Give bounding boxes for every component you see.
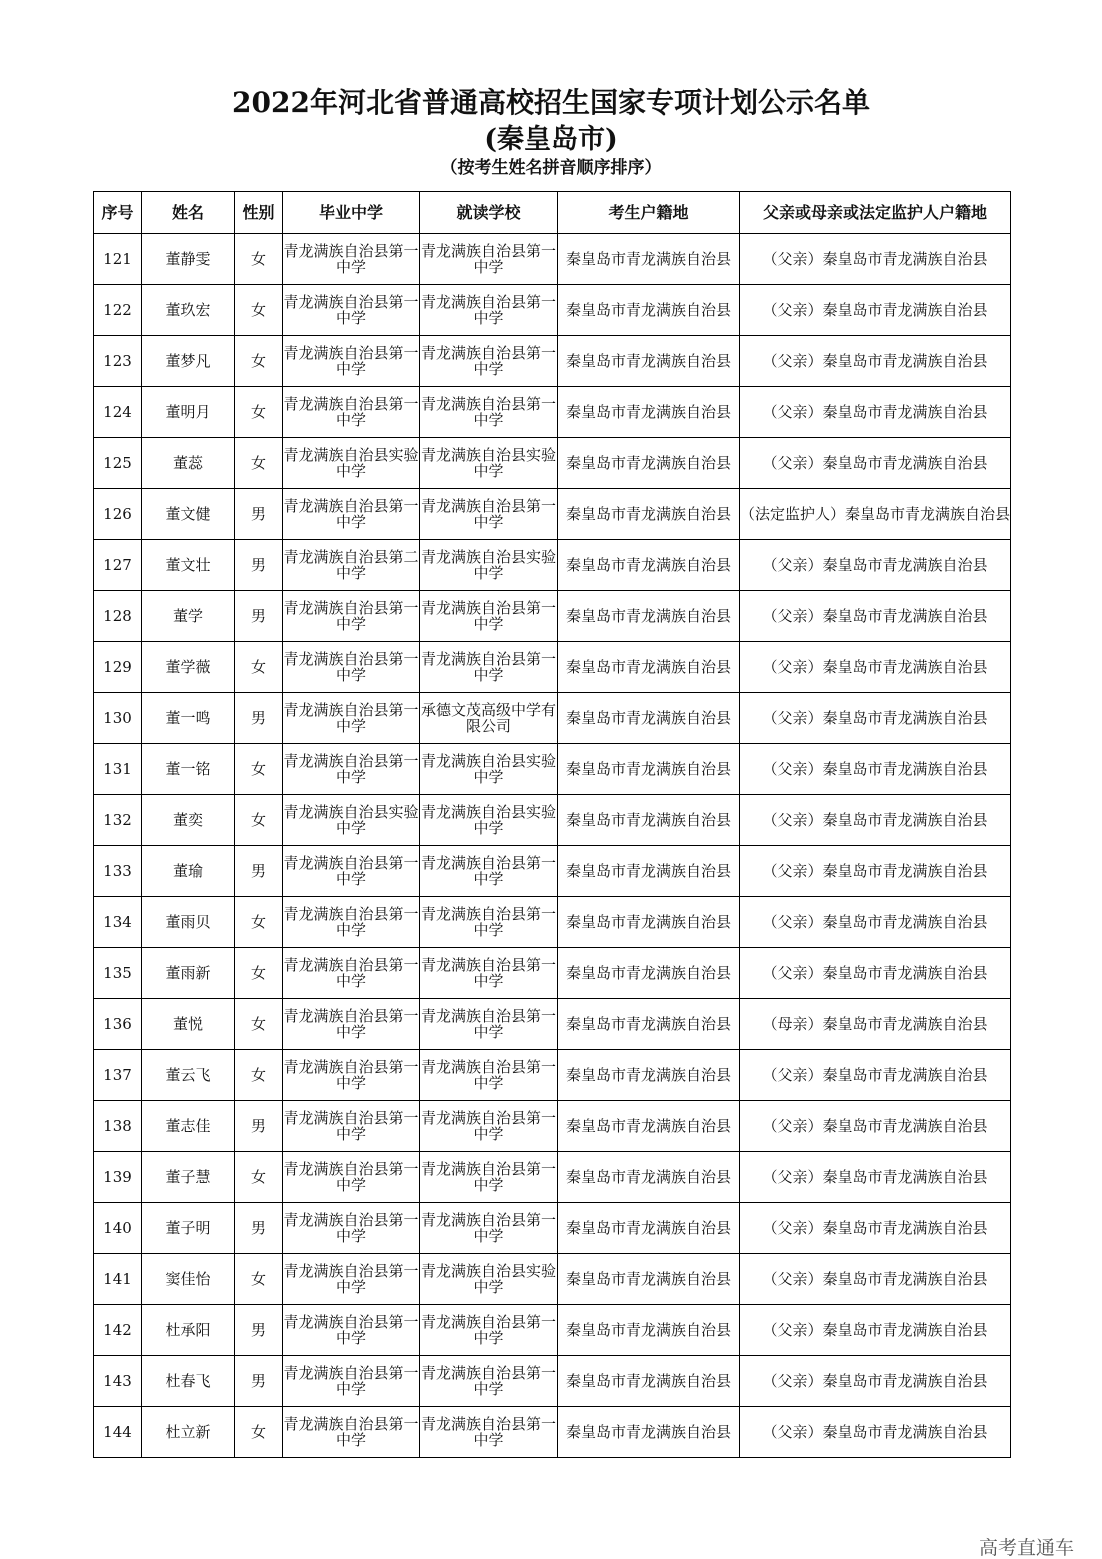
student-hukou-cell: 秦皇岛市青龙满族自治县 bbox=[558, 693, 740, 744]
grad-school-cell: 青龙满族自治县第一中学 bbox=[283, 1101, 420, 1152]
table-row bbox=[94, 489, 1011, 540]
name-cell: 董静雯 bbox=[142, 234, 235, 285]
gender-cell: 男 bbox=[235, 591, 283, 642]
table-row bbox=[94, 1152, 1011, 1203]
student-hukou-cell: 秦皇岛市青龙满族自治县 bbox=[558, 234, 740, 285]
student-hukou-cell: 秦皇岛市青龙满族自治县 bbox=[558, 285, 740, 336]
seq-cell: 121 bbox=[94, 234, 142, 285]
student-hukou-cell: 秦皇岛市青龙满族自治县 bbox=[558, 1305, 740, 1356]
parent-hukou-cell: （父亲）秦皇岛市青龙满族自治县 bbox=[740, 1254, 1011, 1305]
current-school-cell: 青龙满族自治县第一中学 bbox=[420, 1101, 558, 1152]
student-hukou-cell: 秦皇岛市青龙满族自治县 bbox=[558, 387, 740, 438]
grad-school-cell: 青龙满族自治县第一中学 bbox=[283, 489, 420, 540]
student-hukou-cell: 秦皇岛市青龙满族自治县 bbox=[558, 1101, 740, 1152]
grad-school-cell: 青龙满族自治县第一中学 bbox=[283, 1050, 420, 1101]
seq-cell: 122 bbox=[94, 285, 142, 336]
current-school-cell: 青龙满族自治县第一中学 bbox=[420, 948, 558, 999]
current-school-cell: 青龙满族自治县第一中学 bbox=[420, 846, 558, 897]
current-school-cell: 青龙满族自治县实验中学 bbox=[420, 438, 558, 489]
current-school-cell: 青龙满族自治县第一中学 bbox=[420, 234, 558, 285]
current-school-cell: 青龙满族自治县第一中学 bbox=[420, 999, 558, 1050]
current-school-cell: 青龙满族自治县实验中学 bbox=[420, 540, 558, 591]
parent-hukou-cell: （父亲）秦皇岛市青龙满族自治县 bbox=[740, 948, 1011, 999]
table-row bbox=[94, 999, 1011, 1050]
name-cell: 董云飞 bbox=[142, 1050, 235, 1101]
name-cell: 董雨贝 bbox=[142, 897, 235, 948]
student-hukou-cell: 秦皇岛市青龙满族自治县 bbox=[558, 1254, 740, 1305]
grad-school-cell: 青龙满族自治县第一中学 bbox=[283, 285, 420, 336]
grad-school-cell: 青龙满族自治县第一中学 bbox=[283, 234, 420, 285]
table-row bbox=[94, 387, 1011, 438]
table-row bbox=[94, 1407, 1011, 1458]
current-school-cell: 青龙满族自治县第一中学 bbox=[420, 591, 558, 642]
seq-cell: 143 bbox=[94, 1356, 142, 1407]
seq-cell: 139 bbox=[94, 1152, 142, 1203]
gender-cell: 女 bbox=[235, 1407, 283, 1458]
grad-school-cell: 青龙满族自治县第一中学 bbox=[283, 693, 420, 744]
table-row bbox=[94, 540, 1011, 591]
parent-hukou-cell: （父亲）秦皇岛市青龙满族自治县 bbox=[740, 1101, 1011, 1152]
seq-cell: 126 bbox=[94, 489, 142, 540]
table-row bbox=[94, 1305, 1011, 1356]
name-cell: 董明月 bbox=[142, 387, 235, 438]
student-hukou-cell: 秦皇岛市青龙满族自治县 bbox=[558, 846, 740, 897]
grad-school-cell: 青龙满族自治县第一中学 bbox=[283, 1152, 420, 1203]
page-title: 2022年河北省普通高校招生国家专项计划公示名单 bbox=[232, 86, 870, 119]
name-cell: 董一铭 bbox=[142, 744, 235, 795]
parent-hukou-cell: （父亲）秦皇岛市青龙满族自治县 bbox=[740, 1050, 1011, 1101]
seq-cell: 127 bbox=[94, 540, 142, 591]
parent-hukou-cell: （父亲）秦皇岛市青龙满族自治县 bbox=[740, 846, 1011, 897]
gender-cell: 女 bbox=[235, 438, 283, 489]
gender-cell: 女 bbox=[235, 1050, 283, 1101]
name-cell: 董学薇 bbox=[142, 642, 235, 693]
watermark: 高考直通车 bbox=[978, 1537, 1074, 1559]
seq-cell: 138 bbox=[94, 1101, 142, 1152]
grad-school-cell: 青龙满族自治县第一中学 bbox=[283, 1407, 420, 1458]
gender-cell: 男 bbox=[235, 1101, 283, 1152]
current-school-cell: 青龙满族自治县第一中学 bbox=[420, 1305, 558, 1356]
name-cell: 董玖宏 bbox=[142, 285, 235, 336]
parent-hukou-cell: （父亲）秦皇岛市青龙满族自治县 bbox=[740, 336, 1011, 387]
current-school-cell: 青龙满族自治县第一中学 bbox=[420, 1050, 558, 1101]
gender-cell: 男 bbox=[235, 1305, 283, 1356]
current-school-cell: 青龙满族自治县第一中学 bbox=[420, 642, 558, 693]
grad-school-cell: 青龙满族自治县第一中学 bbox=[283, 948, 420, 999]
student-hukou-cell: 秦皇岛市青龙满族自治县 bbox=[558, 1203, 740, 1254]
parent-hukou-cell: （父亲）秦皇岛市青龙满族自治县 bbox=[740, 642, 1011, 693]
header-col-grad-school: 毕业中学 bbox=[283, 192, 420, 234]
gender-cell: 女 bbox=[235, 999, 283, 1050]
seq-cell: 125 bbox=[94, 438, 142, 489]
roster-table bbox=[93, 191, 1011, 1458]
gender-cell: 女 bbox=[235, 1152, 283, 1203]
parent-hukou-cell: （法定监护人）秦皇岛市青龙满族自治县 bbox=[740, 489, 1011, 540]
table-row bbox=[94, 693, 1011, 744]
table-row bbox=[94, 1050, 1011, 1101]
current-school-cell: 青龙满族自治县第一中学 bbox=[420, 1356, 558, 1407]
table-row bbox=[94, 438, 1011, 489]
gender-cell: 男 bbox=[235, 1356, 283, 1407]
name-cell: 董一鸣 bbox=[142, 693, 235, 744]
current-school-cell: 承德文茂高级中学有限公司 bbox=[420, 693, 558, 744]
name-cell: 杜春飞 bbox=[142, 1356, 235, 1407]
gender-cell: 女 bbox=[235, 285, 283, 336]
seq-cell: 141 bbox=[94, 1254, 142, 1305]
name-cell: 董子慧 bbox=[142, 1152, 235, 1203]
grad-school-cell: 青龙满族自治县第一中学 bbox=[283, 1356, 420, 1407]
grad-school-cell: 青龙满族自治县第二中学 bbox=[283, 540, 420, 591]
table-row bbox=[94, 744, 1011, 795]
current-school-cell: 青龙满族自治县第一中学 bbox=[420, 489, 558, 540]
gender-cell: 男 bbox=[235, 846, 283, 897]
gender-cell: 女 bbox=[235, 387, 283, 438]
student-hukou-cell: 秦皇岛市青龙满族自治县 bbox=[558, 642, 740, 693]
table-row bbox=[94, 642, 1011, 693]
student-hukou-cell: 秦皇岛市青龙满族自治县 bbox=[558, 1356, 740, 1407]
seq-cell: 124 bbox=[94, 387, 142, 438]
name-cell: 董雨新 bbox=[142, 948, 235, 999]
seq-cell: 128 bbox=[94, 591, 142, 642]
name-cell: 董文壮 bbox=[142, 540, 235, 591]
student-hukou-cell: 秦皇岛市青龙满族自治县 bbox=[558, 897, 740, 948]
table-row bbox=[94, 846, 1011, 897]
name-cell: 杜立新 bbox=[142, 1407, 235, 1458]
parent-hukou-cell: （父亲）秦皇岛市青龙满族自治县 bbox=[740, 387, 1011, 438]
page-subtitle: (秦皇岛市) bbox=[484, 124, 618, 155]
grad-school-cell: 青龙满族自治县第一中学 bbox=[283, 744, 420, 795]
student-hukou-cell: 秦皇岛市青龙满族自治县 bbox=[558, 948, 740, 999]
table-row bbox=[94, 1356, 1011, 1407]
grad-school-cell: 青龙满族自治县第一中学 bbox=[283, 1203, 420, 1254]
gender-cell: 男 bbox=[235, 489, 283, 540]
table-row bbox=[94, 795, 1011, 846]
current-school-cell: 青龙满族自治县第一中学 bbox=[420, 285, 558, 336]
table-row bbox=[94, 336, 1011, 387]
name-cell: 董文健 bbox=[142, 489, 235, 540]
grad-school-cell: 青龙满族自治县第一中学 bbox=[283, 999, 420, 1050]
student-hukou-cell: 秦皇岛市青龙满族自治县 bbox=[558, 1152, 740, 1203]
student-hukou-cell: 秦皇岛市青龙满族自治县 bbox=[558, 591, 740, 642]
header-col-gender: 性别 bbox=[235, 192, 283, 234]
current-school-cell: 青龙满族自治县第一中学 bbox=[420, 387, 558, 438]
name-cell: 董蕊 bbox=[142, 438, 235, 489]
student-hukou-cell: 秦皇岛市青龙满族自治县 bbox=[558, 336, 740, 387]
seq-cell: 131 bbox=[94, 744, 142, 795]
header-col-seq: 序号 bbox=[94, 192, 142, 234]
table-row bbox=[94, 234, 1011, 285]
student-hukou-cell: 秦皇岛市青龙满族自治县 bbox=[558, 999, 740, 1050]
table-row bbox=[94, 948, 1011, 999]
name-cell: 窦佳怡 bbox=[142, 1254, 235, 1305]
parent-hukou-cell: （父亲）秦皇岛市青龙满族自治县 bbox=[740, 1152, 1011, 1203]
header-row bbox=[94, 192, 1011, 234]
parent-hukou-cell: （父亲）秦皇岛市青龙满族自治县 bbox=[740, 795, 1011, 846]
seq-cell: 134 bbox=[94, 897, 142, 948]
gender-cell: 女 bbox=[235, 1254, 283, 1305]
grad-school-cell: 青龙满族自治县第一中学 bbox=[283, 1305, 420, 1356]
student-hukou-cell: 秦皇岛市青龙满族自治县 bbox=[558, 744, 740, 795]
table-row bbox=[94, 285, 1011, 336]
gender-cell: 男 bbox=[235, 1203, 283, 1254]
sort-note: （按考生姓名拼音顺序排序） bbox=[440, 158, 662, 178]
seq-cell: 136 bbox=[94, 999, 142, 1050]
grad-school-cell: 青龙满族自治县第一中学 bbox=[283, 897, 420, 948]
student-hukou-cell: 秦皇岛市青龙满族自治县 bbox=[558, 1407, 740, 1458]
seq-cell: 144 bbox=[94, 1407, 142, 1458]
grad-school-cell: 青龙满族自治县第一中学 bbox=[283, 642, 420, 693]
seq-cell: 132 bbox=[94, 795, 142, 846]
name-cell: 董奕 bbox=[142, 795, 235, 846]
grad-school-cell: 青龙满族自治县第一中学 bbox=[283, 591, 420, 642]
name-cell: 董子明 bbox=[142, 1203, 235, 1254]
current-school-cell: 青龙满族自治县实验中学 bbox=[420, 795, 558, 846]
gender-cell: 女 bbox=[235, 234, 283, 285]
table-row bbox=[94, 897, 1011, 948]
current-school-cell: 青龙满族自治县实验中学 bbox=[420, 744, 558, 795]
current-school-cell: 青龙满族自治县第一中学 bbox=[420, 897, 558, 948]
student-hukou-cell: 秦皇岛市青龙满族自治县 bbox=[558, 438, 740, 489]
parent-hukou-cell: （父亲）秦皇岛市青龙满族自治县 bbox=[740, 897, 1011, 948]
header-col-student-hukou: 考生户籍地 bbox=[558, 192, 740, 234]
gender-cell: 女 bbox=[235, 642, 283, 693]
parent-hukou-cell: （父亲）秦皇岛市青龙满族自治县 bbox=[740, 1305, 1011, 1356]
parent-hukou-cell: （父亲）秦皇岛市青龙满族自治县 bbox=[740, 1203, 1011, 1254]
seq-cell: 129 bbox=[94, 642, 142, 693]
name-cell: 董志佳 bbox=[142, 1101, 235, 1152]
grad-school-cell: 青龙满族自治县实验中学 bbox=[283, 795, 420, 846]
table-row bbox=[94, 591, 1011, 642]
parent-hukou-cell: （父亲）秦皇岛市青龙满族自治县 bbox=[740, 744, 1011, 795]
header-col-parent-hukou: 父亲或母亲或法定监护人户籍地 bbox=[740, 192, 1011, 234]
header-col-current-school: 就读学校 bbox=[420, 192, 558, 234]
name-cell: 董梦凡 bbox=[142, 336, 235, 387]
name-cell: 董悦 bbox=[142, 999, 235, 1050]
seq-cell: 137 bbox=[94, 1050, 142, 1101]
gender-cell: 女 bbox=[235, 336, 283, 387]
current-school-cell: 青龙满族自治县第一中学 bbox=[420, 1152, 558, 1203]
parent-hukou-cell: （父亲）秦皇岛市青龙满族自治县 bbox=[740, 693, 1011, 744]
parent-hukou-cell: （父亲）秦皇岛市青龙满族自治县 bbox=[740, 285, 1011, 336]
parent-hukou-cell: （父亲）秦皇岛市青龙满族自治县 bbox=[740, 438, 1011, 489]
grad-school-cell: 青龙满族自治县第一中学 bbox=[283, 336, 420, 387]
student-hukou-cell: 秦皇岛市青龙满族自治县 bbox=[558, 795, 740, 846]
seq-cell: 133 bbox=[94, 846, 142, 897]
table-row bbox=[94, 1203, 1011, 1254]
current-school-cell: 青龙满族自治县实验中学 bbox=[420, 1254, 558, 1305]
gender-cell: 女 bbox=[235, 744, 283, 795]
name-cell: 董瑜 bbox=[142, 846, 235, 897]
gender-cell: 女 bbox=[235, 897, 283, 948]
seq-cell: 135 bbox=[94, 948, 142, 999]
parent-hukou-cell: （父亲）秦皇岛市青龙满族自治县 bbox=[740, 1356, 1011, 1407]
seq-cell: 123 bbox=[94, 336, 142, 387]
parent-hukou-cell: （母亲）秦皇岛市青龙满族自治县 bbox=[740, 999, 1011, 1050]
current-school-cell: 青龙满族自治县第一中学 bbox=[420, 1407, 558, 1458]
parent-hukou-cell: （父亲）秦皇岛市青龙满族自治县 bbox=[740, 234, 1011, 285]
table-row bbox=[94, 1101, 1011, 1152]
header-col-name: 姓名 bbox=[142, 192, 235, 234]
parent-hukou-cell: （父亲）秦皇岛市青龙满族自治县 bbox=[740, 540, 1011, 591]
current-school-cell: 青龙满族自治县第一中学 bbox=[420, 336, 558, 387]
name-cell: 董学 bbox=[142, 591, 235, 642]
seq-cell: 140 bbox=[94, 1203, 142, 1254]
table-row bbox=[94, 1254, 1011, 1305]
grad-school-cell: 青龙满族自治县第一中学 bbox=[283, 1254, 420, 1305]
gender-cell: 男 bbox=[235, 693, 283, 744]
student-hukou-cell: 秦皇岛市青龙满族自治县 bbox=[558, 1050, 740, 1101]
grad-school-cell: 青龙满族自治县实验中学 bbox=[283, 438, 420, 489]
parent-hukou-cell: （父亲）秦皇岛市青龙满族自治县 bbox=[740, 1407, 1011, 1458]
current-school-cell: 青龙满族自治县第一中学 bbox=[420, 1203, 558, 1254]
gender-cell: 女 bbox=[235, 795, 283, 846]
parent-hukou-cell: （父亲）秦皇岛市青龙满族自治县 bbox=[740, 591, 1011, 642]
student-hukou-cell: 秦皇岛市青龙满族自治县 bbox=[558, 540, 740, 591]
gender-cell: 男 bbox=[235, 540, 283, 591]
student-hukou-cell: 秦皇岛市青龙满族自治县 bbox=[558, 489, 740, 540]
name-cell: 杜承阳 bbox=[142, 1305, 235, 1356]
seq-cell: 130 bbox=[94, 693, 142, 744]
grad-school-cell: 青龙满族自治县第一中学 bbox=[283, 846, 420, 897]
seq-cell: 142 bbox=[94, 1305, 142, 1356]
gender-cell: 女 bbox=[235, 948, 283, 999]
grad-school-cell: 青龙满族自治县第一中学 bbox=[283, 387, 420, 438]
